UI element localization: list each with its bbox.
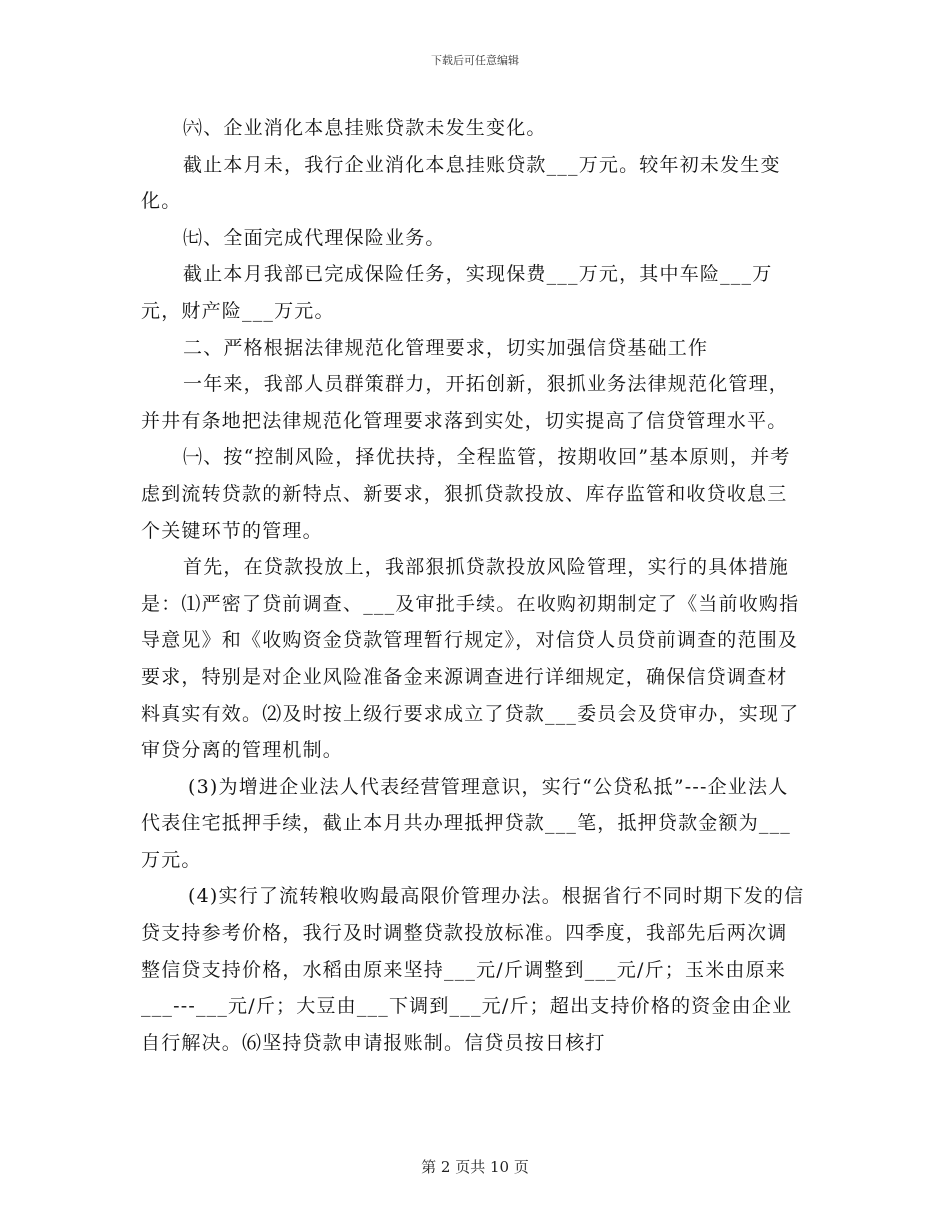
measure-3-paragraph: (3)为增进企业法人代表经营管理意识，实行“公贷私抵”---企业法人代表住宅抵押手续，截止本月共办理抵押贷款___笔，抵押贷款金额为___万元。: [141, 775, 792, 871]
page-header-note: 下载后可任意编辑: [431, 54, 519, 67]
loan-issuance-paragraph: 首先，在贷款投放上，我部狠抓贷款投放风险管理，实行的具体措施是：⑴严密了贷前调查、___及审批手续。在收购初期制定了《当前收购指导意见》和《收购资金贷款管理暂行规定》，对信贷人员贷前调查的范围及要求，特别是对企业风险准备金来源调查进行详细规定，确保信贷调查材料真实有效。⑵及时按上级行要求成立了贷款___委员会及贷审办，实现了审贷分离的管理机制。: [141, 556, 800, 762]
section-6-body: 截止本月未，我行企业消化本息挂账贷款___万元。较年初未发生变化。: [141, 153, 781, 213]
section-6-title: ㈥、企业消化本息挂账贷款未发生变化。: [183, 117, 547, 139]
page-number-footer: 第 2 页共 10 页: [421, 1158, 529, 1176]
section-2-intro: 一年来，我部人员群策群力，开拓创新，狠抓业务法律规范化管理，并井有条地把法律规范化管理要求落到实处，切实提高了信贷管理水平。: [141, 373, 790, 432]
document-body: [141, 110, 807, 1061]
measure-4-paragraph: (4)实行了流转粮收购最高限价管理办法。根据省行不同时期下发的信贷支持参考价格，我行及时调整贷款投放标准。四季度，我部先后两次调整信贷支持价格，水稻由原来坚持___元/斤调整到___元/斤；玉米由原来___---___元/斤；大豆由___下调到___元/斤；超出支持价格的资金由企业自行解决。⑹坚持贷款申请报账制。信贷员按日核打: [141, 885, 805, 1054]
section-7-title: ㈦、全面完成代理保险业务。: [183, 226, 446, 249]
section-2-item-1: ㈠、按“控制风险，择优扶持，全程监管，按期收回”基本原则，并考虑到流转贷款的新特点、新要求，狠抓贷款投放、库存监管和收贷收息三个关键环节的管理。: [141, 446, 791, 542]
section-7-body: 截止本月我部已完成保险任务，实现保费___万元，其中车险___万元，财产险___万元。: [141, 263, 773, 322]
section-2-heading: 二、严格根据法律规范化管理要求，切实加强信贷基础工作: [183, 336, 709, 359]
